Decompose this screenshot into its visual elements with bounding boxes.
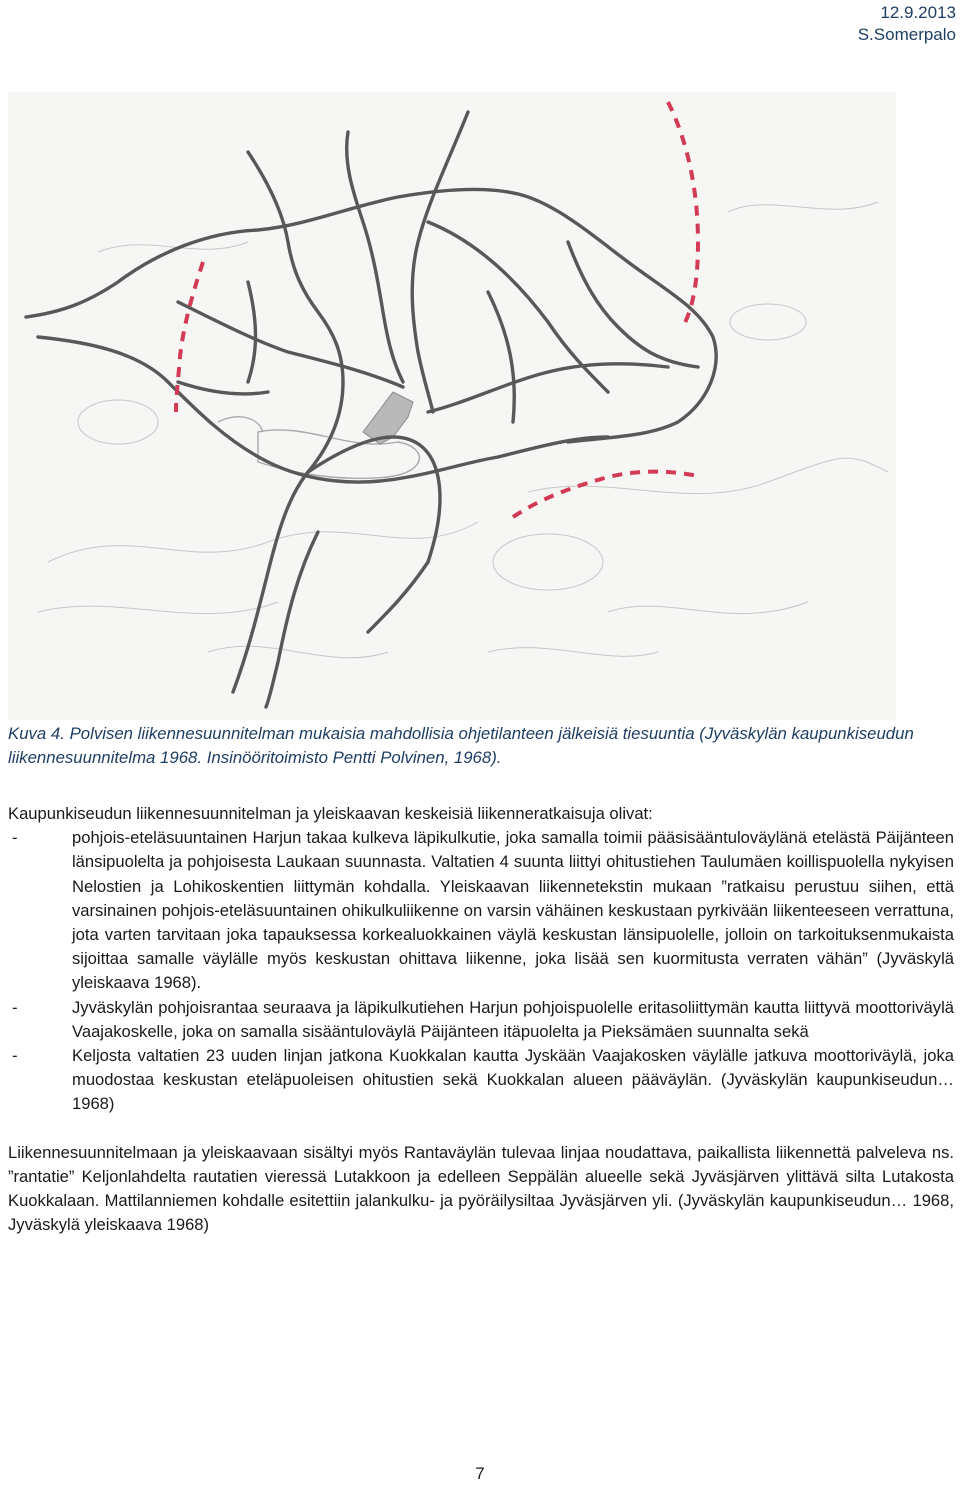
- list-marker: -: [12, 997, 18, 1017]
- map-drawing: [8, 92, 896, 720]
- list-item: [8, 1044, 954, 1117]
- second-paragraph: Liikennesuunnitelmaan ja yleiskaavaan sisältyi myös Rantaväylän tulevaa linjaa noudattava, paikallista liikennettä palveleva ns. ”rantatie” Keljonlahdelta rautatien vieressä Lutakkoon ja edelleen Seppälän alueelle sekä Jyväsjärven ylittävä silta Lutakosta Kuokkalaan. Mattilanniemen kohdalle esitettiin jalankulku- ja pyöräilysiltaa Jyväsjärven yli. (Jyväskylän kaupunkiseudun… 1968, Jyväskylä yleiskaava 1968): [8, 1142, 954, 1235]
- intro-paragraph: Kaupunkiseudun liikennesuunnitelman ja yleiskaavan keskeisiä liikenneratkaisuja olivat:: [8, 804, 653, 823]
- header-author: S.Somerpalo: [857, 25, 956, 44]
- list-item: [8, 826, 954, 995]
- list-marker: -: [12, 1046, 18, 1066]
- list-item: [8, 996, 954, 1044]
- list-item-text: Keljosta valtatien 23 uuden linjan jatkona Kuokkalan kautta Jyskään Vaajakosken väylälle jatkuva moottoriväylä, joka muodostaa keskustan eteläpuoleisen ohitustien sekä Kuokkalan alueen pääväylän. (Jyväskylän kaupunkiseudun… 1968): [72, 1046, 954, 1114]
- list-item-text: Jyväskylän pohjoisrantaa seuraava ja läpikulkutiehen Harjun pohjoispuolelle eritasoliittymän kautta liittyvä moottoriväylä Vaajakoskelle, joka on samalla sisääntuloväylä Päijänteen itäpuolelta ja Pieksämäen suunnalta sekä: [72, 997, 954, 1041]
- road-network: [26, 112, 716, 707]
- body-text: [8, 802, 954, 1237]
- page-header: [858, 2, 956, 46]
- list-item-text: pohjois-eteläsuuntainen Harjun takaa kulkeva läpikulkutie, joka samalla toimii pääsisääntuloväylänä etelästä Päijänteen länsipuolelta ja pohjoisesta Laukaan suunnasta. Valtatien 4 suunta liittyi ohitustiehen Taulumäen koillispuolella nykyisen Nelostien ja Lohikoskentien liittymän kohdalla. Yleiskaavan liikennetekstin mukaan ”ratkaisu perustuu siihen, että varsinainen pohjois-eteläsuuntainen ohikulkuliikenne on varsin vähäinen keskustaan pyrkivään liikenteeseen verrattuna, jota varten tarvitaan joka tapauksessa korkealuokkainen väylä keskustan länsipuolelle, jolloin on tarkoituksenmukaista sijoittaa samalle väylälle myös keskustan ohittava liikenne, joka lisää sen kuormitusta verraten vähän” (Jyväskylä yleiskaava 1968).: [72, 828, 954, 993]
- map-terrain: [38, 202, 888, 658]
- page-number: 7: [475, 1464, 485, 1483]
- figure-caption: Kuva 4. Polvisen liikennesuunnitelman mukaisia mahdollisia ohjetilanteen jälkeisiä tiesuuntia (Jyväskylän kaupunkiseudun liikennesuunnitelma 1968. Insinööritoimisto Pentti Polvinen, 1968).: [8, 724, 914, 767]
- road-network-map: [8, 92, 896, 720]
- header-date: 12.9.2013: [880, 3, 956, 22]
- list-marker: -: [12, 828, 18, 848]
